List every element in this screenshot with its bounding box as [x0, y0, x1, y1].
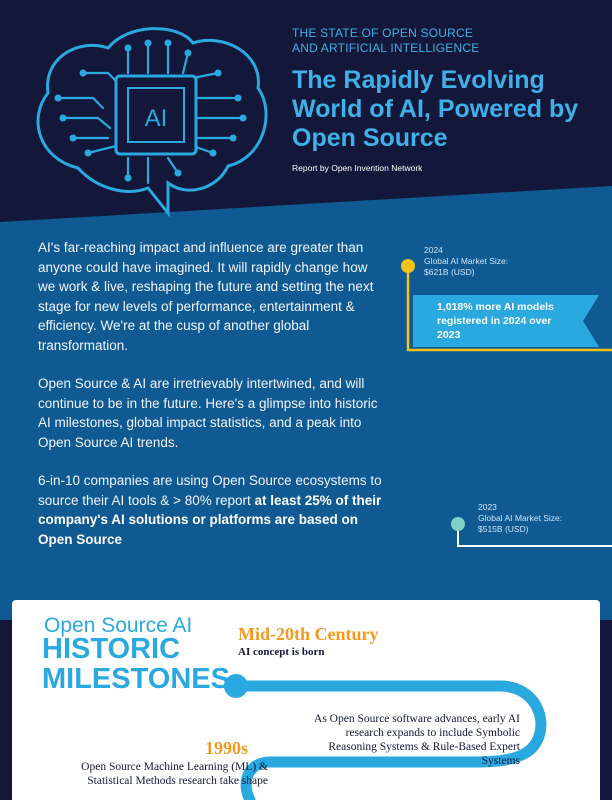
- milestone-1-description: AI concept is born: [238, 646, 325, 658]
- market-2023-label: 2023 Global AI Market Size: $515B (USD): [478, 502, 563, 534]
- intro-paragraph-3: 6-in-10 companies are using Open Source ecosystems to source their AI tools & > 80% report at least 25% of their company's AI solutions or platforms are based on Open Source: [38, 473, 382, 547]
- report-byline: Report by Open Invention Network: [292, 163, 423, 173]
- milestone-3-year: 1990s: [205, 738, 249, 758]
- milestones-subtitle: Open Source AI: [44, 614, 193, 637]
- market-2024-label: 2024 Global AI Market Size: $621B (USD): [424, 245, 509, 277]
- growth-ribbon-text: 1,018% more AI models registered in 2024 over 2023: [437, 301, 554, 341]
- intro-highlight: at least 25% of their company's AI solutions or platforms are based on Open Source: [38, 492, 382, 547]
- milestone-2-description: As Open Source software advances, early AI research expands to include Symbolic Reasoning Systems & Rule-Based Expert Systems: [314, 713, 520, 767]
- milestone-3-description: Open Source Machine Learning (ML) & Statistical Methods research take shape: [81, 761, 268, 787]
- page-title: The Rapidly Evolving World of AI, Powered by Open Source: [292, 66, 579, 152]
- timeline-dot-2024: [401, 259, 415, 273]
- timeline-dot-2023: [451, 517, 465, 531]
- brain-chip-label: AI: [144, 105, 168, 132]
- intro-paragraph-1: AI's far-reaching impact and influence are greater than anyone could have imagined. It will rapidly change how we work & live, reshaping the future and setting the next stage for new levels of performance, entertainment & efficiency. We're at the cusp of another global transformation.: [38, 240, 374, 353]
- intro-paragraph-2: Open Source & AI are irretrievably intertwined, and will continue to be in the future. Here's a glimpse into historic AI milestones, global impact statistics, and a peak into Open Source AI trends.: [38, 376, 378, 450]
- milestones-heading: HISTORIC MILESTONES: [42, 633, 230, 695]
- milestone-1-year: Mid-20th Century: [238, 624, 379, 644]
- report-kicker: THE STATE OF OPEN SOURCE AND ARTIFICIAL INTELLIGENCE: [292, 26, 480, 55]
